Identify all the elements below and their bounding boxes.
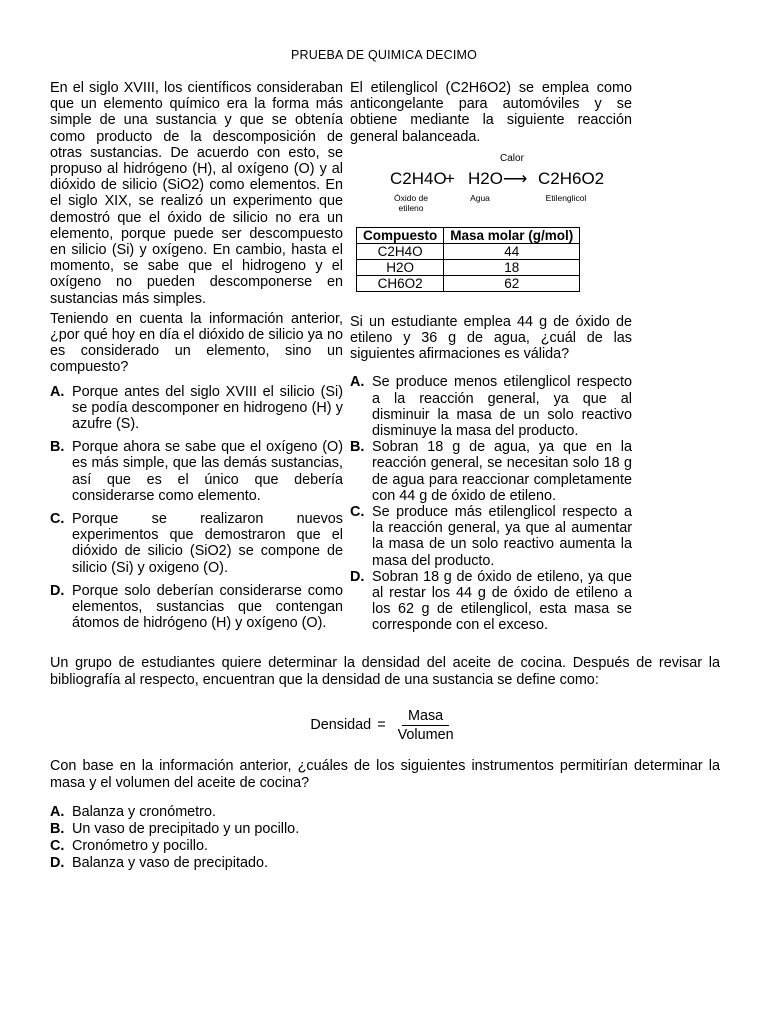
option-text: Porque se realizaron nuevos experimentos que demostraron que el dióxido de silicio (SiO2) se compone de silicio (Si) y oxigeno (O). [72, 511, 343, 576]
q2-option-a[interactable] [350, 374, 632, 439]
q3-question: Con base en la información anterior, ¿cuáles de los siguientes instrumentos permitirían determinar la masa y el volumen del aceite de cocina? [50, 758, 720, 791]
mass-cell: 18 [444, 259, 580, 275]
q3-context: Un grupo de estudiantes quiere determinar la densidad del aceite de cocina. Después de revisar la bibliografía al respecto, encuentran que la densidad de una sustancia se define como: [50, 655, 720, 688]
formula-fraction [392, 707, 460, 744]
table-row [357, 259, 580, 275]
option-text: Balanza y vaso de precipitado. [72, 855, 268, 871]
reactant-ethylene-oxide: C2H4O [390, 168, 447, 188]
formula-denominator: Volumen [397, 727, 454, 743]
option-text: Porque solo deberían considerarse como elementos, sustancias que contengan átomos de hidrógeno (H) y oxígeno (O). [72, 582, 343, 632]
option-letter: A. [50, 804, 65, 820]
option-text: Un vaso de precipitado y un pocillo. [72, 821, 300, 837]
q3-option-d[interactable] [50, 855, 720, 872]
reaction-arrow: ⟶ [503, 168, 528, 188]
mass-cell: 62 [444, 275, 580, 291]
mass-cell: 44 [444, 243, 580, 259]
option-text: Sobran 18 g de agua, ya que en la reacción general, se necesitan solo 18 g de agua para reaccionar completamente con 44 g de óxido de etileno. [372, 439, 632, 504]
option-letter: C. [50, 838, 65, 854]
option-letter: D. [350, 568, 365, 585]
q1-question: Teniendo en cuenta la información anterior, ¿por qué hoy en día el dióxido de silicio ya no es considerado un elemento, sino un compuesto? [50, 310, 343, 376]
option-letter: C. [50, 511, 65, 528]
q3-option-a[interactable] [50, 804, 720, 821]
product-ethylene-glycol: C2H6O2 [538, 168, 605, 188]
question-2 [350, 80, 632, 634]
q1-option-a[interactable] [50, 384, 343, 433]
reactant-water: H2O [468, 168, 503, 188]
compound-cell: H2O [357, 259, 444, 275]
q2-context: El etilenglicol (C2H6O2) se emplea como anticongelante para automóviles y se obtiene mediante la siguiente reacción general balanceada. [350, 80, 632, 145]
label-ethylene-glycol: Etilenglicol [545, 192, 587, 203]
q2-question: Si un estudiante emplea 44 g de óxido de etileno y 36 g de agua, ¿cuál de las siguientes afirmaciones es válida? [350, 313, 632, 363]
header-molar-mass: Masa molar (g/mol) [444, 227, 580, 243]
q1-context: En el siglo XVIII, los científicos consideraban que un elemento químico era la forma más simple de una sustancia y que se obtenía como producto de la descomposición de otras sustancias. De acuerdo con esto, se propuso al hidrógeno (H), al oxígeno (O) y al dióxido de silicio (SiO2) como elementos. En el siglo XIX, se realizó un experimento que demostró que el óxido de silicio no era un elemento, porque puede ser descompuesto en silicio (Si) y oxígeno. En cambio, hasta el momento, se sabe que el hidrogeno y el oxígeno no pueden descomponerse en sustancias más simples. [50, 80, 343, 307]
q1-options [50, 384, 343, 632]
q1-option-c[interactable] [50, 511, 343, 576]
reaction-condition: Calor [500, 152, 524, 164]
option-text: Balanza y cronómetro. [72, 804, 216, 820]
q1-option-b[interactable] [50, 439, 343, 504]
q2-option-d[interactable] [350, 569, 632, 634]
table-row [357, 243, 580, 259]
formula-lhs: Densidad [310, 717, 372, 733]
density-formula [50, 707, 720, 744]
question-1 [50, 80, 343, 639]
option-letter: D. [50, 582, 65, 599]
compound-cell: C2H4O [357, 243, 444, 259]
q1-option-d[interactable] [50, 583, 343, 632]
option-text: Se produce menos etilenglicol respecto a la reacción general, ya que al disminuir la masa de un solo reactivo disminuye la masa del producto. [372, 374, 632, 440]
reaction-equation [350, 151, 632, 221]
q2-options [350, 374, 632, 633]
option-letter: C. [350, 504, 365, 521]
header-compound: Compuesto [357, 227, 444, 243]
formula-numerator: Masa [402, 707, 449, 726]
option-letter: D. [50, 855, 65, 871]
question-3 [50, 655, 720, 872]
label-ethylene-oxide: Óxido de etileno [393, 192, 429, 213]
compound-cell: CH6O2 [357, 275, 444, 291]
option-text: Cronómetro y pocillo. [72, 838, 208, 854]
q3-option-c[interactable] [50, 838, 720, 855]
option-letter: A. [50, 383, 65, 400]
option-text: Se produce más etilenglicol respecto a la reacción general, ya que al aumentar la masa de un solo reactivo aumenta la masa del producto. [372, 504, 632, 569]
plus-sign: + [445, 168, 455, 188]
q3-options [50, 804, 720, 872]
q2-option-b[interactable] [350, 439, 632, 504]
option-letter: B. [350, 439, 365, 456]
page-title: PRUEBA DE QUIMICA DECIMO [290, 48, 478, 62]
q2-option-c[interactable] [350, 504, 632, 569]
label-water: Agua [470, 192, 490, 203]
table-row [357, 275, 580, 291]
option-letter: B. [50, 439, 65, 456]
option-letter: B. [50, 821, 65, 837]
molar-mass-table [356, 227, 580, 292]
option-letter: A. [350, 374, 365, 391]
formula-equals: = [377, 717, 386, 733]
q3-option-b[interactable] [50, 821, 720, 838]
table-header-row [357, 227, 580, 243]
option-text: Sobran 18 g de óxido de etileno, ya que al restar los 44 g de óxido de etileno a los 62 g de etilenglicol, esta masa se corresponde con el exceso. [372, 568, 632, 634]
option-text: Porque antes del siglo XVIII el silicio (Si) se podía descomponer en hidrogeno (H) y azufre (S). [72, 383, 343, 433]
option-text: Porque ahora se sabe que el oxígeno (O) es más simple, que las demás sustancias, así que es el único que debería considerarse como elemento. [72, 439, 343, 504]
